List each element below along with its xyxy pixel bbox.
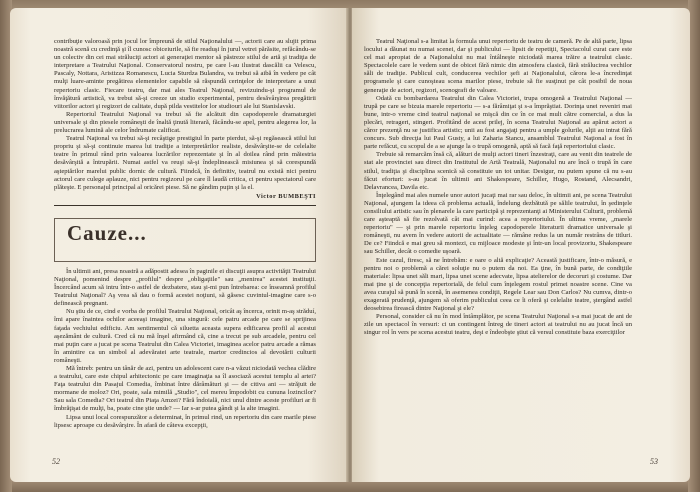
intro-paragraph: contribuţie valoroasă prin jocul lor împreună de stilul Naţionalului —, actorii care au slujit prima noastră scenă cu credinţă şi îl cunosc obiceiurile, să fie readuşi în jurul vetrei părăsite, refăcându-se un colectiv din cei mai străluciţi actori ai generaţiei mentor să păstreze stilul de artă şi tradiţia de interpretare a Teatrului Naţional. Conservatorul nostru, pe care l-au ilustrat dascălii ca Velescu, Pascaly, Nottara, Aristizza Romanescu, Lucia Sturdza Bulandra, va trebui să aibă în vedere pe cât mulţi luare-aminte pregătirea elementelor capabile să răspundă cerinţelor de interpretare a unui repertoriu clasic. Fiecare teatru, dar mai ales Teatrul Naţional, revizuindu-şi programul de învăţătură artistică, va trebui să-şi creeze un studio experimental, pentru desăvârşirea pregătirii viitorilor actori şi regizori de calitate, după pilda vestitelor lor studiouri ale lui Stanislavski. xyxy=(54,38,316,110)
left-page xyxy=(10,8,348,482)
right-page xyxy=(352,8,690,482)
page-number-right: 53 xyxy=(650,457,658,466)
body-paragraph: Înţelegând mai ales numele unor autori jucaţi mai rar sau deloc, în ultimii ani, pe scena Teatrului Naţional, ajungem la ideea că problema actuală, îndelung dezbătută pe sălile teatrului, în şedinţele consiliului artistic sau în plenarele la care participă şi reprezentanţi ai Ministerului Culturii, problemă care aşteaptă să fie rezolvată cât mai curind: acea a repertoriului. În ultima vreme, „marele repertoriu" — şi prin marele repertoriu înţeleg capodoperele literaturii dramatice universale şi româneşti, nu avem în vedere autorii de actualitate — rămâne redus la un număr restrâns de titluri. De ce? Fiindcă e mai greu să montezi, cu mijloace modeste şi într-un local provizoriu, Shakespeare sau Schiller, decât o comedie uşoară. xyxy=(364,191,632,256)
section-heading-box xyxy=(54,218,316,262)
left-page-text-column xyxy=(54,38,316,430)
body-paragraph: Trebuie să remarcăm însă că, alături de mulţi actori tineri înzestraţi, care au venit din teatrele de stat ale provinciei sau direct din Institutul de Artă Teatrală, Naţionalul nu are încă o trupă în care stilul, tradiţia şi disciplina scenică să constituie un tot unitar. Desigur, nu putem spune că nu s-au făcut eforturi: s-au jucat în ultimii ani Shakespeare, Schiller, Hugo, Rostand, Alecsandri, Delavrancea, Davila etc. xyxy=(364,151,632,191)
section-paragraph: Nu ştiu de ce, cind e vorba de profilul Teatrului Naţional, oricât aş încerca, orinit m-aş străduí, îmi apare înaintea ochilor aceeaşi imagine, una singură: cele patru arcade pe care se sprijinea faţada vechiului edificiu. Am sentimentul că siluetta aceasta supera edificarea profil al acestui aşezământ de cultură. Cred că nu mă înşel afirmând că, cine a trecut pe sub arcadele, pentru cel mai puţin care a jucat pe scena Teatrului din Calea Victoriei, imaginea acelor patru arcade a rămas în amintire ca un simbol al adevăratei arte teatrale, martor credincios al devotării culturii româneşti. xyxy=(54,308,316,364)
body-paragraph: Este cazul, firesc, să ne întrebăm: e oare o altă explicaţie? Această justificare, într-o măsură, e pentru noi o problemă a cărei soluţie nu o putem da noi. Ea ţine, în bună parte, de condiţiile materiale: lipsa unei săli mari, lipsa unei scene adecvate, lipsa atelierelor de decoruri şi costume. Dar mai ţine şi de concepţia repertorială, de felul cum înţelegem rostul primei noastre scene. Cine va avea curajul să pună în scenă, în asemenea condiţii, Regele Lear sau Don Carlos? Nu cumva, dintr-o exagerată prudenţă, ajungem să oferim publicului ceea ce îi oferă şi celelalte teatre, ştergând astfel deosebirea firească dintre Naţional şi ele? xyxy=(364,256,632,313)
section-divider xyxy=(54,205,316,206)
page-number-left: 52 xyxy=(52,457,60,466)
body-paragraph: Odată cu bombardarea Teatrului din Calea Victoriei, trupa omogenă a Teatrului Naţional — trupă pe care se bizuia marele repertoriu — s-a fărâmiţat şi s-a împrăştiat. Dorinţa unei reveniri mai bune, intr-o vreme cind teatrul naţional se mişcă din ce în ce mai mult către comercial, a dus la plecări, retrageri, stingeri. Profitând de acest prilej, în scena Teatrului Naţional au apărut actori a căror prezenţă nu se justifica artistic; unii au fost angajaţi pentru a umple golurile, alţii au intrat fără concurs. Sub direcţia lui Paul Gusty, a lui Zaharia Stancu, ansamblul Teatrului Naţional a fost în parte refăcut, cu scopul de a se ajunge la o trupă omogenă, aptă să facă faţă repertoriului clasic. xyxy=(364,94,632,151)
intro-paragraph: Teatrul Naţional va trebui să-şi recâştige prestigiul în parte pierdut, să-şi regăsească stilul lui propriu şi să-şi continuie marea lui tradiţie a interpretărilor realiste, desăvârşite-se de celelalte teatre în primul rând prin valoarea lucrărilor reprezentate şi în al doilea rând prin măiestria desăvârşită a întrupării. Numai astfel va reuşi să-şi îndeplinească misiunea şi să corespundă aşteptărilor marelui public dornic de cultură. Fiindcă, în definitiv, teatrul nu există nici pentru actorul care culege aplauze, nici pentru regizorul pe care îl laudă critica, ci pentru spectatorul care plăteşte. E personajul principal al oricărei piese. Să ne gândim puţin şi la el. xyxy=(54,135,316,191)
body-paragraph: Teatrul Naţional s-a limitat la formula unui repertoriu de teatru de cameră. Pe de altă parte, lipsa locului a dăunat nu numai scenei, dar şi publicului — lipsit de repetiţii, Spectacolul curat care este cel mai apropiat de a Naţionalului nu mai întâlneşte niciodată marea trăire a teatrului clasic. Spectacolele care le vedem sunt de obicei fără nimic din atmosfera clasică, fără strălucirea vechilor săli de tradiţie. Publicul cult, conducerea vechilor şefi ai Naţionalului, cărora le-a încredinţat programele şi care cunoşteau scena marilor piese, trebuie să fie susţinut pe cât posibil de noua generaţie de actori, regizori, scenografi de valoare. xyxy=(364,38,632,94)
intro-paragraph: Repertoriul Teatrului Naţional va trebui să fie alcătuit din capodoperele dramaturgiei universale şi din piesele româneşti de înaltă ţinută literară, făcându-se apel, pentru alegerea lor, la prelucrarea lumină ale celor îndrumate calificat. xyxy=(54,110,316,135)
right-page-text-column xyxy=(364,38,632,337)
section-title: Cauze... xyxy=(67,220,147,245)
section-paragraph: Lipsa unui local corespunzător a determinat, în primul rind, un repertoriu din care marile piese lipsesc aproape cu desăvârşire. În afară de câteva excepţii, xyxy=(54,413,316,429)
author-signature: Victor BUMBEŞTI xyxy=(256,192,316,200)
section-paragraph: În ultimii ani, presa noastră a adăpostit adesea în paginile ei discuţii asupra activităţii Teatrului Naţional, pomenind despre „profilul" despre „obligaţiile" sau „menirea" acestei instituţii. Încercând acum să intru într-o astfel de dezbatere, stau şi-mi pun întrebarea: ce înseamnă profilul Teatrului Naţional? Aş vrea să dau o formă acestei noţiuni, să găsesc cuvintul-imagine care s-o definească pregnant. xyxy=(54,267,316,308)
body-paragraph: Personal, consider că nu în mod întâmplător, pe scena Teatrului Naţional s-a mai jucat de ani de zile un spectacol în versuri: ci un contingent întreg de tineri actori ai teatrului nu au jucat încă un singur rol în vers pe scena acestui teatru, deşi e îndeobşte ştiut că versul constituie baza exerciţiilor xyxy=(364,313,632,337)
section-paragraph: Mă întreb: pentru un tânăr de azi, pentru un adolescent care n-a văzut niciodată vechea clădire a teatrului, care este chipul arhitectonic pe care imaginaţia sa îl asociază acestui templu al artei? Faţa teatrului din Pasajul Comedia, îmbinat între dărâmături şi — de citiva ani — străjuit de mormane de moloz? Ori, poate, sala mimilă „Studio", cel mereu împodobit cu cununa lozincilor? Sau sala Comedia? Ori teatrul din Piaţa Amzei? Fără îndoială, nici unul dintre aceste profiluri ar fi îmbrăţişat de mulţi, ba, poate cine ştie unde? — Iar s-ar putea gândi şi la alte imagini. xyxy=(54,365,316,413)
